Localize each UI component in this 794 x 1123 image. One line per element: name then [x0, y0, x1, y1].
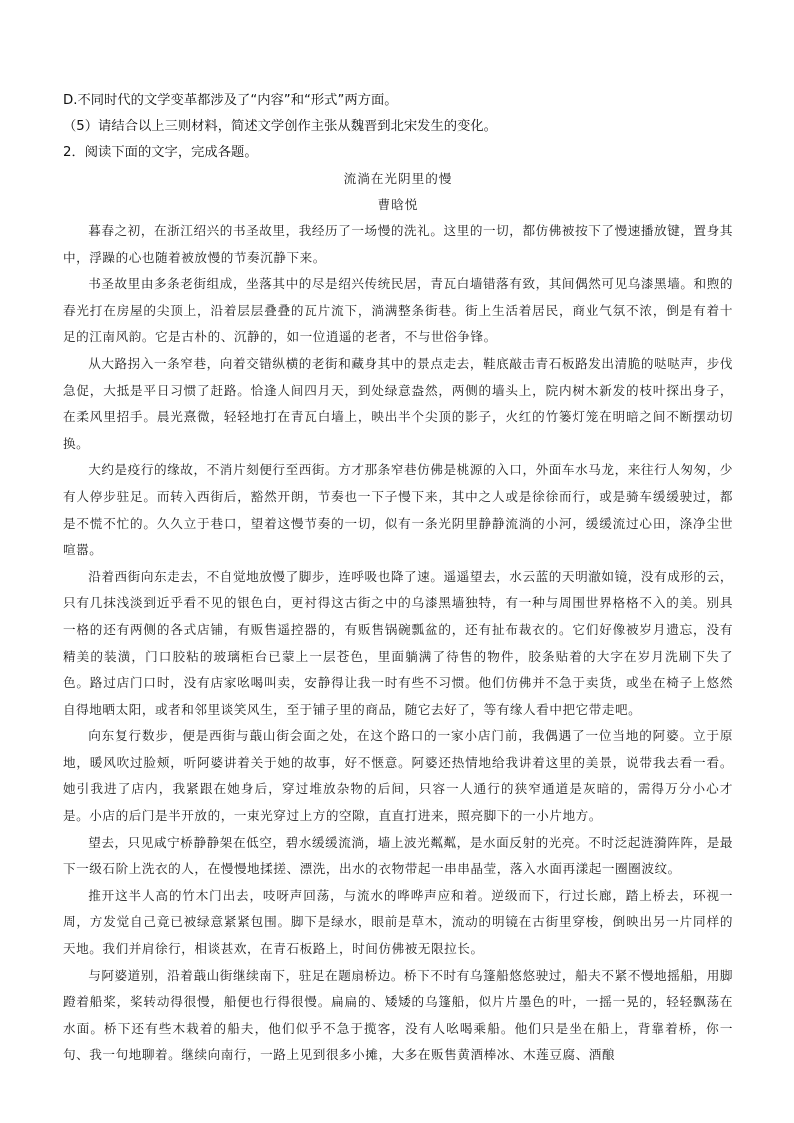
article-paragraph: 望去，只见咸宁桥静静架在低空，碧水缓缓流淌，墙上波光粼粼，是水面反射的光亮。不时泛起涟漪阵阵，是最下一级石阶上洗衣的人，在慢慢地揉搓、漂洗，出水的衣物带起一串串晶莹，落入水面再漾起一圈圈波纹。 [63, 834, 733, 877]
article-paragraph: 推开这半人高的竹木门出去，吱呀声回荡，与流水的哗哗声应和着。逆级而下，行过长廊，踏上桥去，环视一周，方发觉自己竟已被绿意紧紧包围。脚下是绿水，眼前是草木，流动的明镜在古街里穿梭，倒映出另一片同样的天地。我们并肩徐行，相谈甚欢，在青石板路上，时间仿佛被无限拉长。 [63, 887, 733, 957]
question-2-instruction: 2．阅读下面的文字，完成各题。 [63, 145, 258, 160]
article-paragraph: 暮春之初，在浙江绍兴的书圣故里，我经历了一场慢的洗礼。这里的一切，都仿佛被按下了慢速播放键，置身其中，浮躁的心也随着被放慢的节奏沉静下来。 [63, 223, 733, 265]
article-paragraph: 大约是疫行的缘故，不消片刻便行至西街。方才那条窄巷仿佛是桃源的入口，外面车水马龙，来往行人匆匆，少有人停步驻足。而转入西街后，豁然开朗，节奏也一下子慢下来，其中之人或是徐徐而行，或是骑车缓缓驶过，都是不慌不忙的。久久立于巷口，望着这慢节奏的一切，似有一条光阴里静静流淌的小河，缓缓流过心田，涤净尘世喧嚣。 [63, 462, 733, 558]
page-content [63, 88, 733, 1069]
option-d: D.不同时代的文学变革都涉及了“内容”和“形式”两方面。 [63, 93, 398, 108]
article-paragraph: 从大路拐入一条窄巷，向着交错纵横的老街和藏身其中的景点走去，鞋底敲击青石板路发出清脆的哒哒声，步伐急促，大抵是平日习惯了赶路。恰逢人间四月天，到处绿意盎然，两侧的墙头上，院内树木新发的枝叶探出身子，在柔风里招手。晨光熹微，轻轻地打在青瓦白墙上，映出半个尖顶的影子，火红的竹篓灯笼在明暗之间不断摆动切换。 [63, 355, 733, 451]
article-body [63, 218, 733, 1069]
article-paragraph: 与阿婆道别，沿着蕺山街继续南下，驻足在题扇桥边。桥下不时有乌篷船悠悠驶过，船夫不紧不慢地摇船，用脚蹬着船桨，桨转动得很慢，船便也行得很慢。扁扁的、矮矮的乌篷船，似片片墨色的叶，一摇一晃的，轻轻飘荡在水面。桥下还有些木栽着的船夫，他们似乎不急于揽客，没有人吆喝乘船。他们只是坐在船上，背靠着桥，你一句、我一句地聊着。继续向南行，一路上见到很多小摊，大多在贩售黄酒棒冰、木莲豆腐、酒酿 [63, 967, 733, 1063]
article-paragraph: 书圣故里由多条老街组成，坐落其中的尽是绍兴传统民居，青瓦白墙错落有致，其间偶然可见乌漆黑墙。和煦的春光打在房屋的尖顶上，沿着层层叠叠的瓦片流下，淌满整条街巷。街上生活着居民，商业气氛不浓，倒是有着十足的江南风韵。它是古朴的、沉静的，如一位逍遥的老者，不与世俗争锋。 [63, 276, 733, 345]
article-title: 流淌在光阴里的慢 [343, 171, 453, 186]
article-paragraph: 沿着西街向东走去，不自觉地放慢了脚步，连呼吸也降了速。遥遥望去，水云蓝的天明澈如镜，没有成形的云，只有几抹浅淡到近乎看不见的银色白，更衬得这古街之中的乌漆黑墙独特，有一种与周围世界格格不入的美。别具一格的还有两侧的各式店铺，有贩售遥控器的，有贩售锅碗瓢盆的，还有扯布裁衣的。它们好像被岁月遗忘，没有精美的装潢，门口胶粘的玻璃柜台已蒙上一层苍色，里面躺满了待售的物件，胶条贴着的大字在岁月洗刷下失了色。路过店门口时，没有店家吆喝叫卖，安静得让我一时有些不习惯。他们仿佛并不急于卖货，或坐在椅子上悠然自得地晒太阳，或者和邻里谈笑风生，至于铺子里的商品，随它去好了，等有缘人看中把它带走吧。 [63, 568, 733, 717]
article-author: 曹晗悦 [377, 197, 419, 212]
question-5: （5）请结合以上三则材料，简述文学创作主张从魏晋到北宋发生的变化。 [63, 119, 497, 134]
article-paragraph: 向东复行数步，便是西街与蕺山街会面之处，在这个路口的一家小店门前，我偶遇了一位当地的阿婆。立于原地，暖风吹过脸颊，听阿婆讲着关于她的故事，好不惬意。阿婆还热情地给我讲着这里的美景，说带我去看一看。她引我进了店内，我紧跟在她身后，穿过堆放杂物的后间，只容一人通行的狭窄通道是灰暗的，需得万分小心才是。小店的后门是半开放的，一束光穿过上方的空隙，直直打进来，照亮脚下的一小片地方。 [63, 728, 733, 824]
